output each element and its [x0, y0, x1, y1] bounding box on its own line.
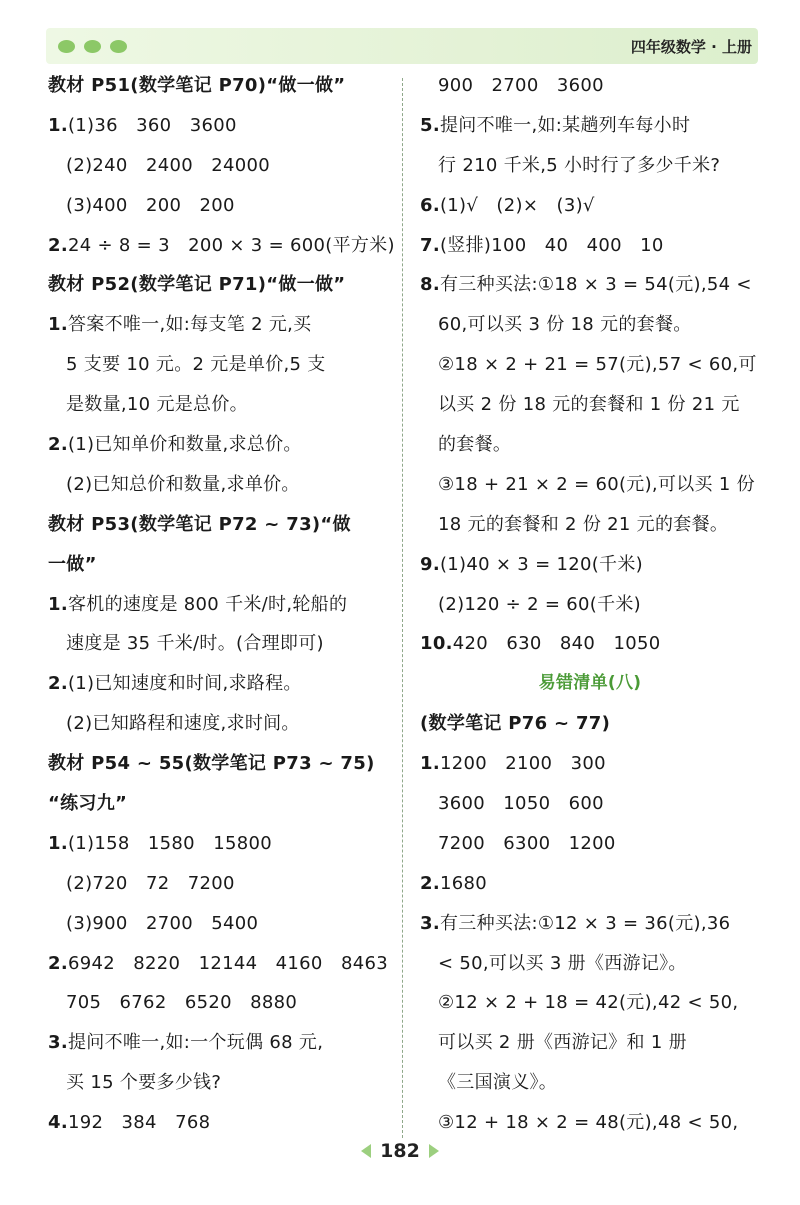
line-text: 3600 1050 600: [438, 793, 604, 815]
item-number: 4.: [48, 1112, 68, 1134]
line-text: 1680: [439, 872, 487, 894]
line-text: 192 384 768: [67, 1112, 211, 1134]
answer-line: [420, 624, 760, 664]
line-text: (竖排)100 40 400 10: [439, 234, 664, 256]
answer-line: [48, 106, 388, 146]
answer-line: [420, 1023, 760, 1063]
answer-line: [420, 146, 760, 186]
line-text: 是数量,10 元是总价。: [66, 394, 248, 416]
line-text: (3)900 2700 5400: [66, 912, 259, 934]
page-footer: [0, 1140, 800, 1162]
item-number: 5.: [420, 114, 440, 136]
answer-line: [420, 1103, 760, 1143]
line-text: (1)√ (2)× (3)√: [439, 194, 595, 216]
line-text: 易错清单(八): [538, 673, 642, 694]
line-text: (1)40 × 3 = 120(千米): [439, 553, 643, 575]
line-text: 教材 P52(数学笔记 P71)“做一做”: [48, 274, 346, 296]
line-text: ③12 + 18 × 2 = 48(元),48 < 50,: [438, 1112, 739, 1134]
line-text: ③18 + 21 × 2 = 60(元),可以买 1 份: [438, 473, 755, 495]
answer-line: [420, 345, 760, 385]
line-text: 的套餐。: [438, 434, 512, 456]
line-text: (2)120 ÷ 2 = 60(千米): [438, 593, 642, 615]
item-number: 3.: [48, 1032, 68, 1054]
line-text: (2)240 2400 24000: [66, 154, 271, 176]
answer-line: [48, 864, 388, 904]
item-number: 10.: [420, 633, 453, 655]
answer-line: [420, 186, 760, 226]
answer-line: [48, 385, 388, 425]
answer-line: [48, 186, 388, 226]
line-text: (2)已知总价和数量,求单价。: [66, 473, 300, 495]
line-text: 一做”: [48, 553, 97, 575]
line-text: 《三国演义》。: [438, 1072, 558, 1094]
item-number: 1.: [420, 753, 440, 775]
item-number: 2.: [420, 872, 440, 894]
line-text: 教材 P53(数学笔记 P72 ~ 73)“做: [48, 513, 351, 535]
decor-dot-icon: [58, 40, 75, 53]
item-number: 2.: [48, 434, 68, 456]
answer-line: [420, 226, 760, 266]
page-number: 182: [380, 1140, 420, 1162]
line-text: (1)158 1580 15800: [67, 832, 272, 854]
item-number: 7.: [420, 234, 440, 256]
answer-line: [420, 1063, 760, 1103]
line-text: 买 15 个要多少钱?: [66, 1072, 222, 1094]
line-text: 18 元的套餐和 2 份 21 元的套餐。: [438, 513, 729, 535]
answer-line: [48, 664, 388, 704]
answer-line: [420, 585, 760, 625]
line-text: 有三种买法:①12 × 3 = 36(元),36: [439, 912, 731, 934]
answer-line: [420, 744, 760, 784]
line-text: 教材 P51(数学笔记 P70)“做一做”: [48, 75, 346, 96]
line-text: “练习九”: [48, 793, 128, 815]
line-text: 提问不唯一,如:一个玩偶 68 元,: [67, 1032, 324, 1054]
right-arrow-icon: [429, 1144, 439, 1158]
answer-line: [48, 944, 388, 984]
line-text: (数学笔记 P76 ~ 77): [420, 713, 611, 735]
right-column: [420, 66, 760, 1143]
line-text: 24 ÷ 8 = 3 200 × 3 = 600(平方米): [67, 234, 395, 256]
section-heading: [48, 545, 388, 585]
section-heading: [48, 744, 388, 784]
answer-line: [48, 1103, 388, 1143]
answer-line: [48, 425, 388, 465]
line-text: 有三种买法:①18 × 3 = 54(元),54 <: [439, 274, 752, 296]
line-text: 7200 6300 1200: [438, 832, 616, 854]
line-text: (1)已知速度和时间,求路程。: [67, 673, 302, 695]
line-text: 以买 2 份 18 元的套餐和 1 份 21 元: [438, 394, 740, 416]
line-text: 提问不唯一,如:某趟列车每小时: [439, 114, 691, 136]
answer-line: [48, 1023, 388, 1063]
answer-line: [420, 465, 760, 505]
line-text: 5 支要 10 元。2 元是单价,5 支: [66, 354, 326, 376]
line-text: 900 2700 3600: [438, 75, 604, 96]
answer-line: [48, 704, 388, 744]
line-text: 420 630 840 1050: [452, 633, 661, 655]
section-heading: [420, 664, 760, 704]
item-number: 6.: [420, 194, 440, 216]
line-text: < 50,可以买 3 册《西游记》。: [438, 952, 687, 974]
item-number: 3.: [420, 912, 440, 934]
line-text: (3)400 200 200: [66, 194, 235, 216]
line-text: (2)已知路程和速度,求时间。: [66, 713, 300, 735]
answer-line: [48, 146, 388, 186]
item-number: 1.: [48, 114, 68, 136]
line-text: (2)720 72 7200: [66, 872, 235, 894]
answer-line: [48, 585, 388, 625]
line-text: 可以买 2 册《西游记》和 1 册: [438, 1032, 687, 1054]
item-number: 1.: [48, 832, 68, 854]
answer-line: [420, 425, 760, 465]
header-title: 四年级数学 · 上册: [630, 38, 752, 56]
answer-line: [48, 904, 388, 944]
answer-line: [420, 66, 760, 106]
column-divider: [402, 78, 403, 1138]
answer-line: [48, 465, 388, 505]
line-text: 教材 P54 ~ 55(数学笔记 P73 ~ 75): [48, 753, 375, 775]
line-text: (1)36 360 3600: [67, 114, 237, 136]
section-heading: [48, 505, 388, 545]
line-text: ②18 × 2 + 21 = 57(元),57 < 60,可: [438, 354, 757, 376]
answer-line: [420, 784, 760, 824]
answer-line: [420, 385, 760, 425]
item-number: 2.: [48, 952, 68, 974]
left-arrow-icon: [361, 1144, 371, 1158]
answer-line: [48, 824, 388, 864]
item-number: 2.: [48, 673, 68, 695]
line-text: 客机的速度是 800 千米/时,轮船的: [67, 593, 348, 615]
decor-dot-icon: [110, 40, 127, 53]
answer-line: [48, 345, 388, 385]
line-text: ②12 × 2 + 18 = 42(元),42 < 50,: [438, 992, 739, 1014]
decor-dot-icon: [84, 40, 101, 53]
answer-line: [420, 106, 760, 146]
answer-line: [48, 983, 388, 1023]
answer-line: [420, 824, 760, 864]
line-text: 6942 8220 12144 4160 8463: [67, 952, 388, 974]
section-heading: [48, 265, 388, 305]
line-text: 705 6762 6520 8880: [66, 992, 298, 1014]
section-heading: [48, 66, 388, 106]
answer-line: [48, 226, 395, 266]
answer-line: [420, 864, 760, 904]
line-text: (1)已知单价和数量,求总价。: [67, 434, 302, 456]
section-heading: [48, 784, 388, 824]
answer-line: [420, 983, 760, 1023]
line-text: 行 210 千米,5 小时行了多少千米?: [438, 154, 721, 176]
section-heading: [420, 704, 760, 744]
line-text: 1200 2100 300: [439, 753, 606, 775]
answer-line: [48, 305, 388, 345]
line-text: 答案不唯一,如:每支笔 2 元,买: [67, 314, 312, 336]
answer-line: [48, 1063, 388, 1103]
answer-line: [420, 265, 760, 305]
answer-line: [48, 624, 388, 664]
item-number: 2.: [48, 234, 68, 256]
answer-line: [420, 305, 760, 345]
line-text: 速度是 35 千米/时。(合理即可): [66, 633, 324, 655]
item-number: 1.: [48, 593, 68, 615]
answer-line: [420, 545, 760, 585]
item-number: 8.: [420, 274, 440, 296]
answer-line: [420, 944, 760, 984]
line-text: 60,可以买 3 份 18 元的套餐。: [438, 314, 692, 336]
item-number: 9.: [420, 553, 440, 575]
answer-line: [420, 904, 760, 944]
item-number: 1.: [48, 314, 68, 336]
left-column: [48, 66, 395, 1143]
answer-line: [420, 505, 760, 545]
